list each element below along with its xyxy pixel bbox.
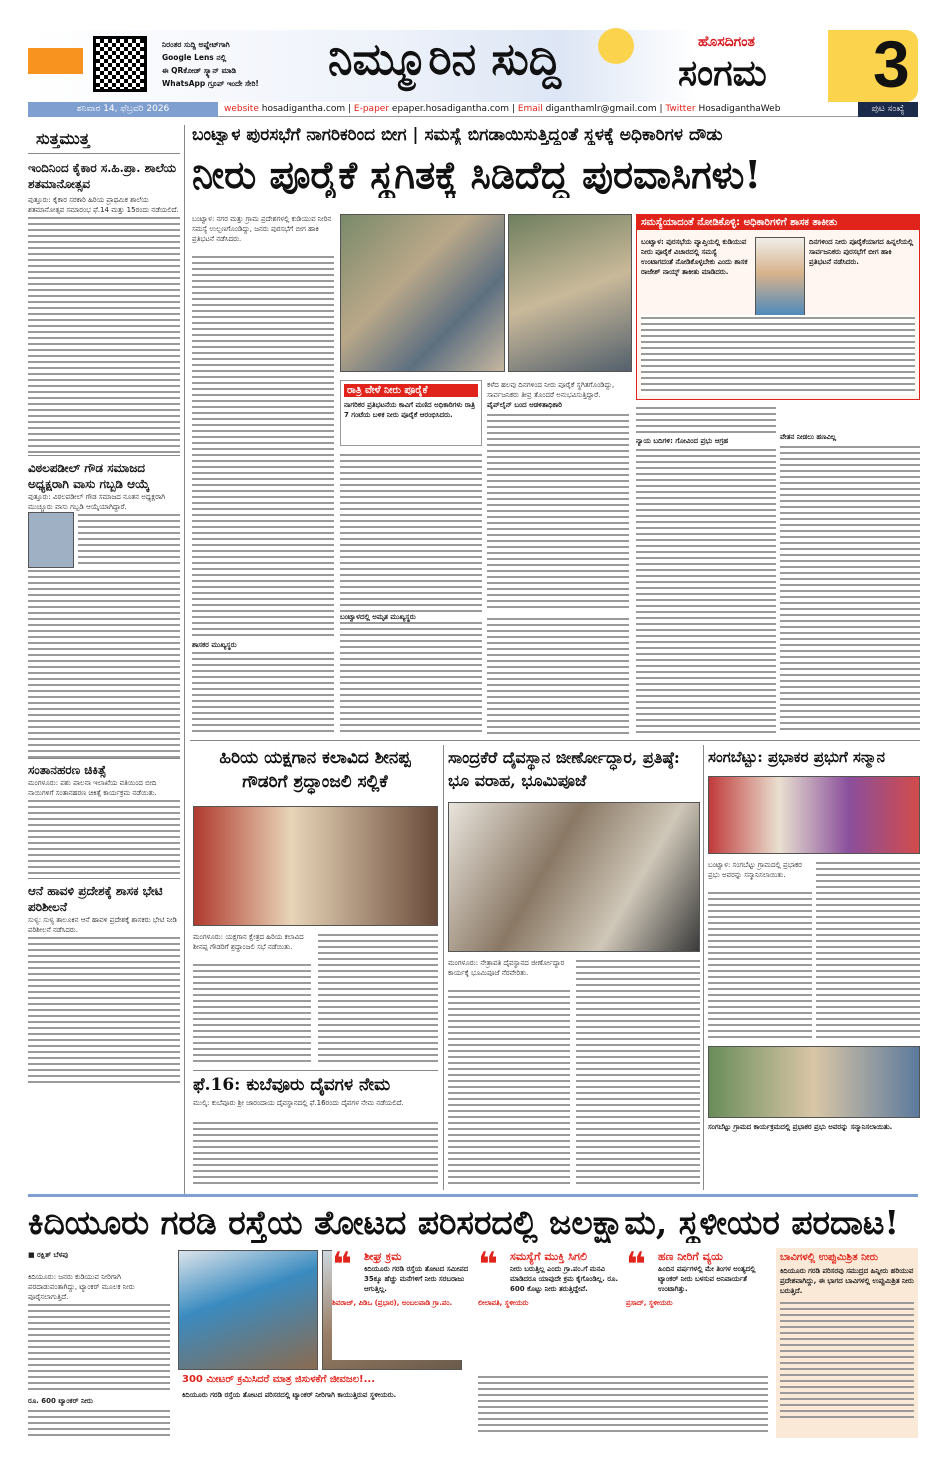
quote-box-hana bbox=[626, 1245, 768, 1360]
text-block bbox=[28, 935, 180, 1085]
qr-instructions bbox=[162, 38, 259, 90]
divider bbox=[190, 740, 920, 741]
twitter-label: Twitter bbox=[665, 103, 696, 114]
photo-caption: ಸಂಗಬೆಟ್ಟು ಗ್ರಾಮದ ಕಾರ್ಯಕ್ರಮದಲ್ಲಿ ಪ್ರಭಾಕರ ಪ್ರಭು ಅವರನ್ನು ಸನ್ಮಾನಿಸಲಾಯಿತು. bbox=[708, 1123, 893, 1131]
text-block bbox=[192, 254, 334, 734]
text-block bbox=[641, 315, 915, 395]
quote-title: ಹಣ ನೀರಿಗೆ ವ್ಯಯ bbox=[658, 1250, 723, 1263]
column-logo: ಸುತ್ತಮುತ್ತ bbox=[28, 125, 180, 154]
orange-block bbox=[28, 48, 83, 74]
bottom-headline: ಕಿದಿಯೂರು ಗರಡಿ ರಸ್ತೆಯ ತೋಟದ ಪರಿಸರದಲ್ಲಿ ಜಲಕ್ಷಾಮ, ಸ್ಥಳೀಯರ ಪರದಾಟ! bbox=[28, 1203, 899, 1242]
subhead: ಪೈಪ್‌ಲೈನ್ ಬಂದ ಆಡಳಿತಾಧಿಕಾರಿ bbox=[487, 401, 562, 409]
quote-author: ಪ್ರಸಾದ್, ಸ್ಥಳೀಯರು bbox=[626, 1299, 673, 1307]
text-block bbox=[340, 452, 482, 734]
contact-links: website hosadigantha.com | E-paper epaper.hosadigantha.com | Email diganthamlr@gmail.com | Twitter HosadiganthaWeb bbox=[224, 103, 781, 114]
group-photo bbox=[708, 1046, 920, 1118]
email-link[interactable]: diganthamlr@gmail.com bbox=[545, 103, 657, 114]
qr-text: ಈ QRಕೋಡ್ ಸ್ಕ್ಯಾನ್ ಮಾಡಿ bbox=[162, 66, 237, 75]
lead-body bbox=[192, 214, 334, 244]
column-divider bbox=[703, 745, 704, 1190]
text-block bbox=[318, 932, 438, 1062]
box-text: ನಾಗರಿಕರ ಪ್ರತಿಭಟನೆಯ ಕಾವಿಗೆ ಮಣಿದ ಅಧಿಕಾರಿಗಳು ರಾತ್ರಿ 7 ಗಂಟೆಯ ಬಳಿಕ ನೀರು ಪೂರೈಕೆ ಆರಂಭಿಸಿದರು. bbox=[344, 401, 475, 419]
lead-kicker: ಬಂಟ್ವಾಳ ಪುರಸಭೆಗೆ ನಾಗರಿಕರಿಂದ ಬೀಗ | ಸಮಸ್ಯೆ ಬಿಗಡಾಯಿಸುತ್ತಿದ್ದಂತೆ ಸ್ಥಳಕ್ಕೆ ಅಧಿಕಾರಿಗಳ ದೌಡು bbox=[192, 125, 723, 145]
story-title: ಸಾಂದ್ರಕೆರೆ ದೈವಸ್ಥಾನ ಜೀರ್ಣೋದ್ಧಾರ, ಪ್ರತಿಷ್ಠೆ: ಭೂ ವರಾಹ, ಭೂಮಿಪೂಜೆ bbox=[448, 748, 680, 790]
text-block bbox=[576, 958, 700, 1188]
text-block bbox=[28, 798, 180, 878]
box-header: ಸಮಸ್ಯೆಯಾದಂತೆ ನೋಡಿಕೊಳ್ಳಿ: ಅಧಿಕಾರಿಗಳಿಗೆ ಶಾಸಕ ತಾಕೀತು bbox=[637, 215, 919, 230]
story-title: ಹಿರಿಯ ಯಕ್ಷಗಾನ ಕಲಾವಿದ ಶೀನಪ್ಪ ಗೌಡರಿಗೆ ಶ್ರದ್ಧಾಂಜಲಿ ಸಲ್ಲಿಕೆ bbox=[219, 748, 411, 792]
text-block bbox=[708, 890, 812, 1040]
story-title: ಸಂಗಬೆಟ್ಟು: ಪ್ರಭಾಕರ ಪ್ರಭುಗೆ ಸನ್ಮಾನ bbox=[708, 748, 885, 766]
quote-text: ನೀರು ಬರುತ್ತಿಲ್ಲ ಎಂದು ಗ್ರಾ.ಪಂ.ಗೆ ಮನವಿ ಮಾಡಿದರೂ ಯಾವುದೇ ಕ್ರಮ ಕೈಗೊಂಡಿಲ್ಲ. ರೂ. 600 ಕೊಟ್ಟು ನೀರು ತರುತ್ತಿದ್ದೇವೆ. bbox=[510, 1265, 619, 1293]
box-text: ಬಂಟ್ವಾಳ: ಪುರಸಭೆಯ ವ್ಯಾಪ್ತಿಯಲ್ಲಿ ಕುಡಿಯುವ ನೀರು ಪೂರೈಕೆ ವಿಚಾರದಲ್ಲಿ ಸಮಸ್ಯೆ ಉಂಟಾಗದಂತೆ ನೋಡಿಕೊಳ್ಳಬೇಕು ಎಂದು ಶಾಸಕ ರಾಜೇಶ್ ನಾಯ್ಕ್ ತಾಕೀತು ಮಾಡಿದರು. bbox=[641, 238, 748, 276]
page-number: 3 bbox=[873, 27, 910, 101]
quote-text: ಕಿದಿಯೂರು ಗರಡಿ ರಸ್ತೆಯ ತೋಟದ ಸಮೀಪದ 35ಕ್ಕೂ ಹೆಚ್ಚು ಮನೆಗಳಿಗೆ ನೀರು ಸರಬರಾಜು ಆಗುತ್ತಿಲ್ಲ. bbox=[364, 1265, 469, 1293]
qr-text: ನಿರಂತರ ಸುದ್ದಿ ಅಪ್ಡೇಟ್‌ಗಾಗಿ bbox=[162, 40, 230, 49]
story-title: ಇಂದಿನಿಂದ ಕೈಕಾರ ಸ.ಹಿ.ಪ್ರಾ. ಶಾಲೆಯ ಶತಮಾನೋತ್ಸವ bbox=[28, 161, 177, 191]
date: ಶನಿವಾರ 14, ಫೆಬ್ರವರಿ 2026 bbox=[28, 102, 218, 117]
officials-photo bbox=[508, 214, 632, 372]
quote-box-samasyege bbox=[478, 1245, 620, 1360]
brand-logo: ಹೊಸದಿಗಂತ bbox=[698, 34, 755, 50]
story-title: ಫೆ.16: ಕುಬೆವೂರು ದೈವಗಳ ನೇಮ bbox=[193, 1070, 438, 1095]
quote-icon: ❝ bbox=[332, 1245, 352, 1285]
column-divider bbox=[443, 745, 444, 1190]
quote-icon: ❝ bbox=[626, 1245, 646, 1285]
box-text: ದಿನಗಳಿಂದ ನೀರು ಪೂರೈಕೆಯಾಗದ ಹಿನ್ನಲೆಯಲ್ಲಿ ಸಾರ್ವಜನಿಕರು ಪುರಸಭೆಗೆ ಬೀಗ ಹಾಕಿ ಪ್ರತಿಭಟನೆ ನಡೆಸಿದರು. bbox=[809, 238, 914, 266]
epaper-label: E-paper bbox=[353, 103, 390, 114]
portrait-photo bbox=[28, 512, 74, 568]
quote-author: ಶಿವರಾಜ್, ಪಿಡಿಒ (ಪ್ರಭಾರ), ಅಂಬಲಪಾಡಿ ಗ್ರಾ.ಪಂ. bbox=[332, 1299, 453, 1307]
story-title: ಆನೆ ಹಾವಳಿ ಪ್ರದೇಶಕ್ಕೆ ಶಾಸಕ ಭೇಟಿ ಪರಿಶೀಲನೆ bbox=[28, 878, 180, 915]
qr-code-icon bbox=[93, 36, 147, 92]
email-label: Email bbox=[517, 103, 543, 114]
subhead: ನ್ಯಾಯ ಬದಿಗಳಿ: ಗೋವಿಂದ ಪ್ರಭು ಆಗ್ರಹ bbox=[636, 436, 776, 446]
quote-title: ಸಮಸ್ಯೆಗೆ ಮುಕ್ತಿ ಸಿಗಲಿ bbox=[510, 1250, 587, 1263]
photo-text: ಕಿದಿಯೂರು ಗರಡಿ ರಸ್ತೆಯ ತೋಟದ ಪರಿಸರದಲ್ಲಿ ಟ್ಯಾಂಕರ್ ನೀರಿಗಾಗಿ ಕಾಯುತ್ತಿರುವ ಸ್ಥಳೀಯರು. bbox=[182, 1391, 397, 1399]
text-block bbox=[780, 1300, 914, 1420]
left-column bbox=[28, 125, 180, 1195]
story-body: ಬಂಟ್ವಾಳ: ಸಂಗಬೆಟ್ಟು ಗ್ರಾಮದಲ್ಲಿ ಪ್ರಭಾಕರ ಪ್ರಭು ಅವರನ್ನು ಸನ್ಮಾನಿಸಲಾಯಿತು. bbox=[708, 861, 802, 879]
twitter-link[interactable]: HosadiganthaWeb bbox=[698, 103, 781, 114]
yellow-circle bbox=[598, 28, 634, 64]
edition: ಪುಟ ಸಂಖ್ಯೆ bbox=[858, 102, 918, 117]
story-body: ಮುಲ್ಕಿ: ಕುಬೆವೂರು ಶ್ರೀ ಜಾರಂದಾಯ ದೈವಸ್ಥಾನದಲ್ಲಿ ಫೆ.16ರಂದು ದೈವಗಳ ನೇಮ ನಡೆಯಲಿದೆ. bbox=[193, 1099, 404, 1107]
saltwater-box bbox=[776, 1248, 918, 1438]
story-title: ವಿಠಲಪಡೀಲ್ ಗೌಡ ಸಮಾಜದ ಅಧ್ಯಕ್ಷರಾಗಿ ವಾಸು ಗಬ್ಬಡಿ ಆಯ್ಕೆ bbox=[28, 455, 180, 492]
byline: ■ ರಕ್ಷಿತ್ ಬೆಳಪು bbox=[28, 1251, 69, 1259]
quote-author: ಲೀಲಾವತಿ, ಸ್ಥಳೀಯರು bbox=[478, 1299, 529, 1307]
box-text: ಕಿದಿಯೂರು ಗರಡಿ ಪರಿಸರವು ಸಮುದ್ರದ ಹಿನ್ನೀರು ಹರಿಯುವ ಪ್ರದೇಶವಾಗಿದ್ದು, ಈ ಭಾಗದ ಬಾವಿಗಳಲ್ಲಿ ಉಪ್ಪುಮಿಶ್ರಿತ ನೀರು ಬರುತ್ತಿದೆ. bbox=[780, 1267, 914, 1295]
website-link[interactable]: hosadigantha.com bbox=[261, 103, 346, 114]
story-body: ಸುಳ್ಯ: ಸುಳ್ಯ ತಾಲೂಕಿನ ಆನೆ ಹಾವಳಿ ಪ್ರದೇಶಕ್ಕೆ ಶಾಸಕರು ಭೇಟಿ ನೀಡಿ ಪರಿಶೀಲನೆ ನಡೆಸಿದರು. bbox=[28, 916, 177, 934]
text-block bbox=[28, 215, 180, 455]
story-body: ಮಂಗಳೂರು: ನೇತ್ರಾವತಿ ದೈವಸ್ಥಾನದ ಜೀರ್ಣೋದ್ಧಾರ ಕಾರ್ಯಕ್ಕೆ ಭೂಮಿಪೂಜೆ ನೆರವೇರಿತು. bbox=[448, 959, 565, 977]
story-body: ಪುತ್ತೂರು: ಕೈಕಾರ ಸರಕಾರಿ ಹಿರಿಯ ಪ್ರಾಥಮಿಕ ಶಾಲೆಯ ಶತಮಾನೋತ್ಸವ ಸಮಾರಂಭ ಫೆ.14 ಮತ್ತು 15ರಂದು ನಡೆಯಲಿದೆ. bbox=[28, 196, 179, 214]
quote-title: ಶೀಘ್ರ ಕ್ರಮ bbox=[364, 1250, 402, 1263]
story-body: ಮಂಗಳೂರು: ಯಕ್ಷಗಾನ ಕ್ಷೇತ್ರದ ಹಿರಿಯ ಕಲಾವಿದ ಶೀನಪ್ಪ ಗೌಡರಿಗೆ ಶ್ರದ್ಧಾಂಜಲಿ ಸಭೆ ನಡೆಯಿತು. bbox=[193, 933, 304, 951]
page-title: ನಿಮ್ಮೂರಿನ ಸುದ್ದಿ bbox=[328, 34, 562, 85]
qr-text: Google Lens ನಲ್ಲಿ bbox=[162, 53, 227, 62]
text-block bbox=[478, 1374, 768, 1434]
quote-box-shiighra bbox=[332, 1245, 474, 1360]
text-block bbox=[816, 860, 920, 1040]
mla-box bbox=[636, 214, 920, 400]
story-title: ಸಂತಾನಹರಣ ಚಿಕಿತ್ಸೆ bbox=[28, 758, 180, 778]
section-title: ಸಂಗಮ bbox=[678, 52, 767, 94]
text-block bbox=[28, 1302, 170, 1392]
qr-text: WhatsApp ಗ್ರೂಪ್ ಇಂದೇ ಸೇರಿ! bbox=[162, 79, 259, 88]
protest-photo bbox=[340, 214, 505, 372]
epaper-link[interactable]: epaper.hosadigantha.com bbox=[391, 103, 510, 114]
text-block bbox=[487, 616, 629, 734]
subhead: ವೇತನ ನೀಡಲು ಹಣವಿಲ್ಲ bbox=[780, 432, 920, 442]
website-label: website bbox=[224, 103, 259, 114]
story-body: ಪುತ್ತೂರು: ವಿಠಲಪಡೀಲ್ ಗೌಡ ಸಮಾಜದ ನೂತನ ಅಧ್ಯಕ್ಷರಾಗಿ ಮುಚ್ಚೂರು ವಾಸು ಗಬ್ಬಡಿ ಆಯ್ಕೆಯಾಗಿದ್ದಾರೆ. bbox=[28, 493, 166, 511]
box-title: ಬಾವಿಗಳಲ್ಲಿ ಉಪ್ಪುಮಿಶ್ರಿತ ನೀರು bbox=[780, 1252, 879, 1263]
mla-photo bbox=[755, 237, 805, 327]
story-body: ಕಿದಿಯೂರು: ಜನರು ಕುಡಿಯುವ ನೀರಿಗಾಗಿ ಪರದಾಡುವಂತಾಗಿದ್ದು, ಟ್ಯಾಂಕರ್ ಮೂಲಕ ನೀರು ಪೂರೈಸಲಾಗುತ್ತಿದೆ. bbox=[28, 1273, 135, 1301]
temple-ceremony-photo bbox=[448, 802, 700, 952]
text-block bbox=[193, 962, 311, 1062]
text-block bbox=[487, 412, 629, 612]
text-block bbox=[78, 512, 180, 568]
felicitation-photo bbox=[708, 776, 920, 854]
lead-paragraph: ಬಂಟ್ವಾಳ: ನಗರ ಮತ್ತು ಗ್ರಾಮ ಪ್ರದೇಶಗಳಲ್ಲಿ ಕುಡಿಯುವ ನೀರಿನ ಸಮಸ್ಯೆ ಉಲ್ಬಣಗೊಂಡಿದ್ದು, ಜನರು ಪುರಸಭೆಗೆ ಬೀಗ ಹಾಕಿ ಪ್ರತಿಭಟನೆ ನಡೆಸಿದರು. bbox=[192, 215, 332, 243]
subhead: ರೂ. 600 ಟ್ಯಾಂಕರ್ ನೀರು bbox=[28, 1397, 93, 1405]
text-block bbox=[193, 1120, 438, 1188]
quote-text: ಹಿಂದಿನ ವರ್ಷಗಳಲ್ಲಿ ಮೇ ತಿಂಗಳ ಅಂತ್ಯದಲ್ಲಿ ಟ್ಯಾಂಕರ್ ನೀರು ಬಳಸುವ ಅನಿವಾರ್ಯತೆ ಉಂಟಾಗಿತ್ತು. bbox=[658, 1265, 756, 1293]
divider-bar bbox=[28, 1194, 918, 1197]
subhead: ಶಾಸಕರ ಮುಖ್ಯಸ್ಥರು bbox=[192, 640, 334, 650]
text-block bbox=[448, 988, 570, 1188]
quote-icon: ❝ bbox=[478, 1245, 498, 1285]
info-bar bbox=[28, 102, 918, 117]
text-block bbox=[636, 405, 776, 735]
box-title: ರಾತ್ರಿ ವೇಳೆ ನೀರು ಪೂರೈಕೆ bbox=[344, 384, 478, 397]
memorial-photo bbox=[193, 806, 438, 926]
water-tanker-photo bbox=[178, 1250, 318, 1370]
lead-body-2: ಕಳೆದ ಹಲವು ದಿನಗಳಿಂದ ನೀರು ಪೂರೈಕೆ ಸ್ಥಗಿತಗೊಂಡಿದ್ದು, ಸಾರ್ವಜನಿಕರು ತೀವ್ರ ತೊಂದರೆ ಅನುಭವಿಸುತ್ತಿದ್ದಾರೆ. bbox=[487, 381, 615, 399]
masthead bbox=[28, 27, 918, 102]
night-supply-box bbox=[340, 380, 482, 446]
column-divider bbox=[184, 125, 185, 1195]
lead-headline: ನೀರು ಪೂರೈಕೆ ಸ್ಥಗಿತಕ್ಕೆ ಸಿಡಿದೆದ್ದ ಪುರವಾಸಿಗಳು! bbox=[192, 152, 762, 197]
text-block bbox=[780, 444, 920, 734]
story-body: ಮಂಗಳೂರು: ಪಶು ಪಾಲನಾ ಇಲಾಖೆಯ ವತಿಯಿಂದ ಬೀದಿ ನಾಯಿಗಳಿಗೆ ಸಂತಾನಹರಣ ಚಿಕಿತ್ಸೆ ಕಾರ್ಯಕ್ರಮ ನಡೆಯಿತು. bbox=[28, 779, 157, 797]
subhead: ಬಂಟ್ವಾಳದಲ್ಲಿ ಅಮೃತ ಮುಖ್ಯಸ್ಥರು bbox=[340, 612, 482, 622]
text-block bbox=[28, 1408, 170, 1438]
photo-caption: 300 ಮೀಟರ್ ಕ್ರಮಿಸಿದರೆ ಮಾತ್ರ ಜಿಸುಳಕೆಗೆ ಜೀವಜಲ!... bbox=[182, 1374, 376, 1385]
text-block bbox=[28, 568, 180, 758]
